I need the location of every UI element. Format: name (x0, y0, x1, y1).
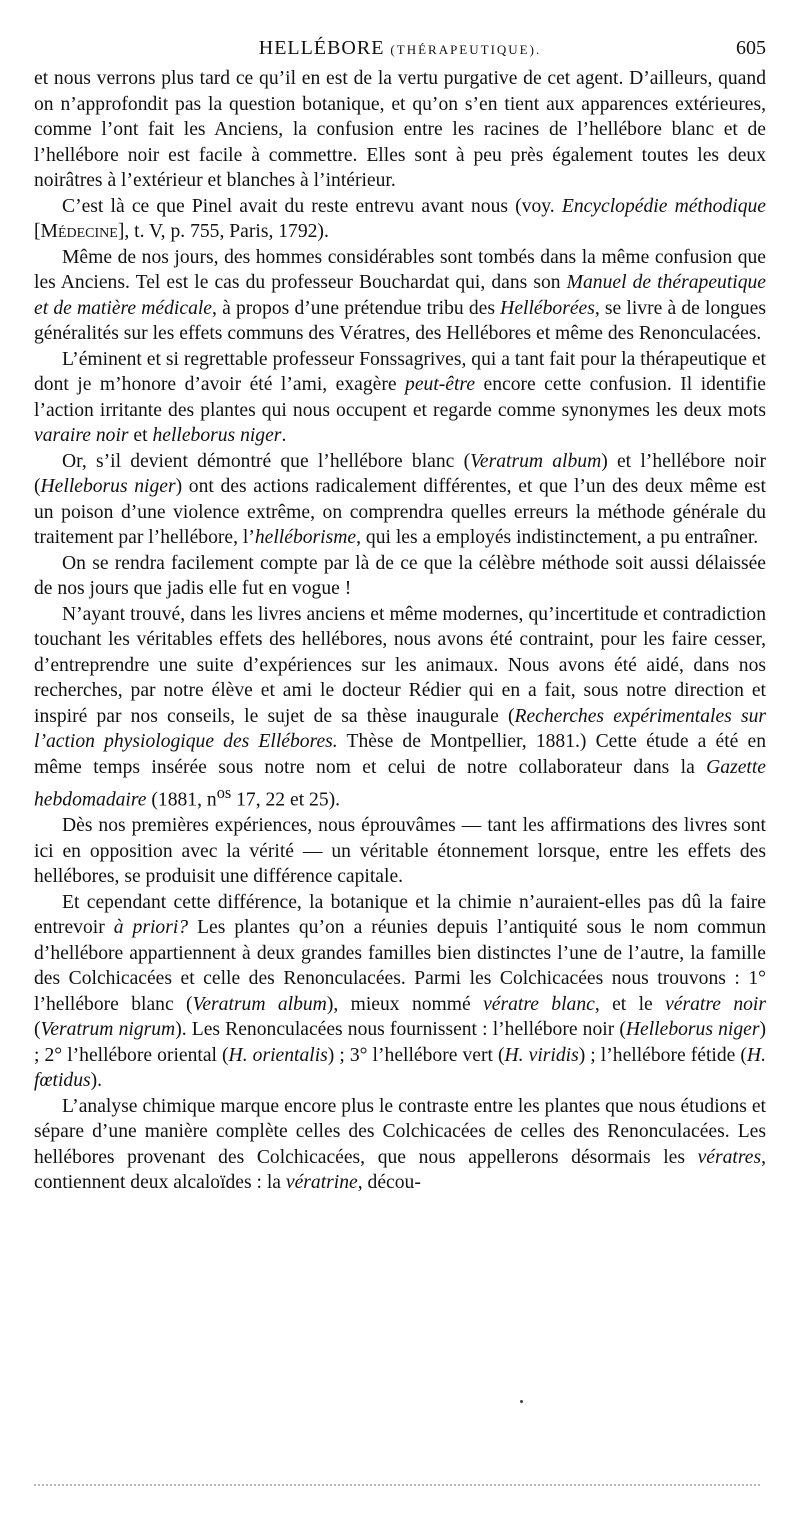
paragraph: L’analyse chimique marque encore plus le contraste entre les plantes que nous étudions et sépare d’une manière complète celles des Colchicacées de celles des Renonculacées. Les hellébores provenant des Colchicacées, que nous appellerons désormais les vératres, contiennent deux alcaloïdes : la vératrine, décou- (34, 1095, 766, 1194)
page-number: 605 (736, 37, 766, 59)
paragraph: Or, s’il devient démontré que l’hellébore blanc (Veratrum album) et l’hellébore noir (Helleborus niger) ont des actions radicalement différentes, et que l’un des deux même est un poison d’une violence extrême, on comprendra quelles erreurs la méthode générale du traitement par l’hellébore, l’helléborisme, qui les a employés indistinctement, a pu entraîner. (34, 450, 766, 548)
paragraph: et nous verrons plus tard ce qu’il en est de la vertu purgative de cet agent. D’ailleurs, quand on n’approfondit pas la question botanique, et qu’on s’en tient aux apparences extérieures, comme l’ont fait les Anciens, la confusion entre les racines de l’hellébore blanc et de l’hellébore noir est facile à commettre. Elles sont à peu près également toutes les deux noirâtres à l’extérieur et blanches à l’intérieur. (34, 68, 766, 191)
header-title: HELLÉBORE (258, 37, 385, 59)
body-text (34, 66, 766, 1196)
header-subtitle: (THÉRAPEUTIQUE). (390, 42, 542, 57)
paragraph: N’ayant trouvé, dans les livres anciens et même modernes, qu’incertitude et contradiction touchant les véritables effets des hellébores, nous avons été contraint, pour les faire cesser, d’entreprendre une suite d’expériences sur les animaux. Nous avons été aidé, dans nos recherches, par notre élève et ami le docteur Rédier qui en a fait, sous notre direction et inspiré par nos conseils, le sujet de sa thèse inaugurale (Recherches expérimentales sur l’action physiologique des Ellébores. Thèse de Montpellier, 1881.) Cette étude a été en même temps insérée sous notre nom et celui de notre collaborateur dans la Gazette hebdomadaire (1881, $n^{os}$ 17, 22 et 25). (34, 603, 766, 811)
paragraph: Et cependant cette différence, la botanique et la chimie n’auraient-elles pas dû la faire entrevoir à priori? Les plantes qu’on a réunies depuis l’antiquité sous le nom commun d’hellébore appartiennent à deux grandes familles bien distinctes l’une de l’autre, la famille des Colchicacées et celle des Renonculacées. Parmi les Colchicacées nous trouvons : 1° l’hellébore blanc (Veratrum album), mieux nommé vératre blanc, et le vératre noir (Veratrum nigrum). Les Renonculacées nous fournissent : l’hellébore noir (Helleborus niger) ; 2° l’hellébore oriental (H. orientalis) ; 3° l’hellébore vert (H. viridis) ; l’hellébore fétide (H. fœtidus). (34, 891, 767, 1092)
paragraph: Dès nos premières expériences, nous éprouvâmes — tant les affirmations des livres sont ici en opposition avec la vérité — un véritable étonnement lorsque, entre les effets des hellébores, se produisit une différence capitale. (34, 815, 766, 888)
paragraph: L’éminent et si regrettable professeur Fonssagrives, qui a tant fait pour la thérapeutique et dont je m’honore d’avoir été l’ami, exagère peut-être encore cette confusion. Il identifie l’action irritante des plantes qui nous occupent et regarde comme synonymes les deux mots varaire noir et helleborus niger. (34, 348, 767, 446)
paragraph: C’est là ce que Pinel avait du reste entrevu avant nous (voy. Encyclopédie méthodique [Médecine], t. V, p. 755, Paris, 1792). (34, 195, 766, 242)
running-header (34, 36, 766, 66)
running-title (259, 36, 541, 63)
paragraph: Même de nos jours, des hommes considérables sont tombés dans la même confusion que les Anciens. Tel est le cas du professeur Bouchardat qui, dans son Manuel de thérapeutique et de matière médicale, à propos d’une prétendue tribu des Helléborées, se livre à de longues généralités sur les effets communs des Vératres, des Hellébores et même des Renonculacées. (34, 246, 766, 344)
footer-dotted-rule (34, 1484, 760, 1486)
paragraph: On se rendra facilement compte par là de ce que la célèbre méthode soit aussi délaissée de nos jours que jadis elle fut en vogue ! (34, 552, 766, 599)
stray-ink-dot (520, 1400, 523, 1403)
